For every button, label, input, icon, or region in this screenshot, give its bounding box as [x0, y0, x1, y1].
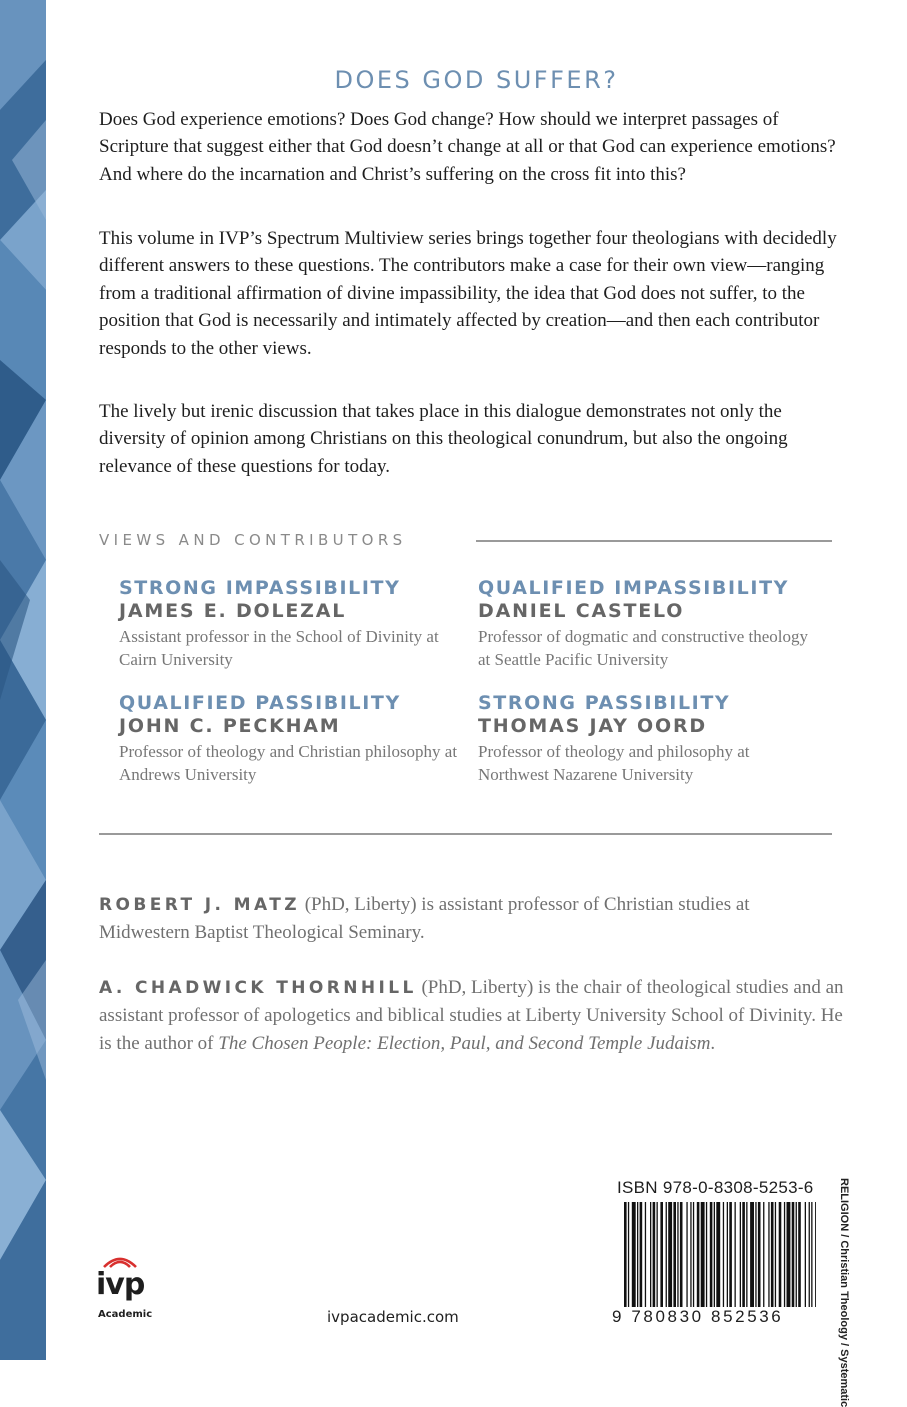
publisher-website: ivpacademic.com — [327, 1308, 459, 1326]
author-bio-text: (PhD, Liberty) is assistant professor of Christian studies at Midwestern Baptist Theological Seminary. — [99, 894, 750, 944]
author-bio-text: (PhD, Liberty) is the chair of theological studies and an assistant professor of apologetics and biblical studies at Liberty University School of Divinity. He is the author of — [99, 977, 844, 1054]
author-bio-thornhill — [99, 974, 844, 1057]
view-title: QUALIFIED PASSIBILITY — [119, 692, 401, 714]
contributor-name: JOHN C. PECKHAM — [119, 715, 341, 737]
book-title: The Chosen People: Election, Paul, and Second Temple Judaism — [218, 1032, 711, 1054]
category-text: RELIGION / Christian Theology / Systematic — [838, 1178, 850, 1407]
view-title: QUALIFIED IMPASSIBILITY — [478, 577, 789, 599]
publisher-logo — [96, 1249, 160, 1327]
section-divider-bottom — [99, 833, 832, 835]
views-section-label: VIEWS AND CONTRIBUTORS — [99, 531, 407, 549]
page-title: DOES GOD SUFFER? — [334, 66, 619, 94]
author-bio-end: . — [710, 1032, 716, 1054]
barcode-digits: 9 780830 852536 — [612, 1307, 784, 1326]
contributor-bio: Professor of theology and Christian philosophy at Andrews University — [119, 742, 458, 784]
view-strong-impassibility — [119, 577, 459, 671]
intro-paragraph-3: The lively but irenic discussion that takes place in this dialogue demonstrates not only the diversity of opinion among Christians on this theological conundrum, but also the ongoing relevance of these questions for today. — [99, 401, 788, 477]
intro-paragraph-1: Does God experience emotions? Does God change? How should we interpret passages of Scripture that suggest either that God doesn’t change at all or that God can experience emotions? And where do the incarnation and Christ’s suffering on the cross fit into this? — [99, 109, 836, 185]
category-label — [832, 1178, 852, 1407]
contributor-name: THOMAS JAY OORD — [478, 715, 707, 737]
view-strong-passibility — [478, 692, 818, 786]
author-name: A. CHADWICK THORNHILL — [99, 978, 417, 998]
isbn: ISBN 978-0-8308-5253-6 — [617, 1178, 814, 1197]
author-bio-matz — [99, 891, 844, 947]
logo-subtitle: Academic — [98, 1309, 153, 1320]
contributor-bio: Assistant professor in the School of Divinity at Cairn University — [119, 627, 439, 669]
intro-paragraph-2: This volume in IVP’s Spectrum Multiview series brings together four theologians with decidedly different answers to these questions. The contributors make a case for their own view—ranging from a traditional affirmation of divine impassibility, the idea that God does not suffer, to the position that God is necessarily and intimately affected by creation—and then each contributor responds to the other views. — [99, 228, 837, 359]
contributor-bio: Professor of dogmatic and constructive theology at Seattle Pacific University — [478, 627, 809, 669]
view-qualified-impassibility — [478, 577, 818, 671]
author-name: ROBERT J. MATZ — [99, 895, 300, 915]
view-qualified-passibility — [119, 692, 459, 786]
signal-arcs-icon — [100, 1249, 140, 1269]
logo-wordmark: ivp — [96, 1267, 145, 1302]
spine-pattern — [0, 0, 46, 1360]
view-title: STRONG IMPASSIBILITY — [119, 577, 401, 599]
contributor-name: DANIEL CASTELO — [478, 600, 685, 622]
view-title: STRONG PASSIBILITY — [478, 692, 731, 714]
contributor-name: JAMES E. DOLEZAL — [119, 600, 347, 622]
contributor-bio: Professor of theology and philosophy at Northwest Nazarene University — [478, 742, 750, 784]
barcode-icon — [624, 1202, 816, 1307]
section-divider-top — [476, 540, 832, 542]
